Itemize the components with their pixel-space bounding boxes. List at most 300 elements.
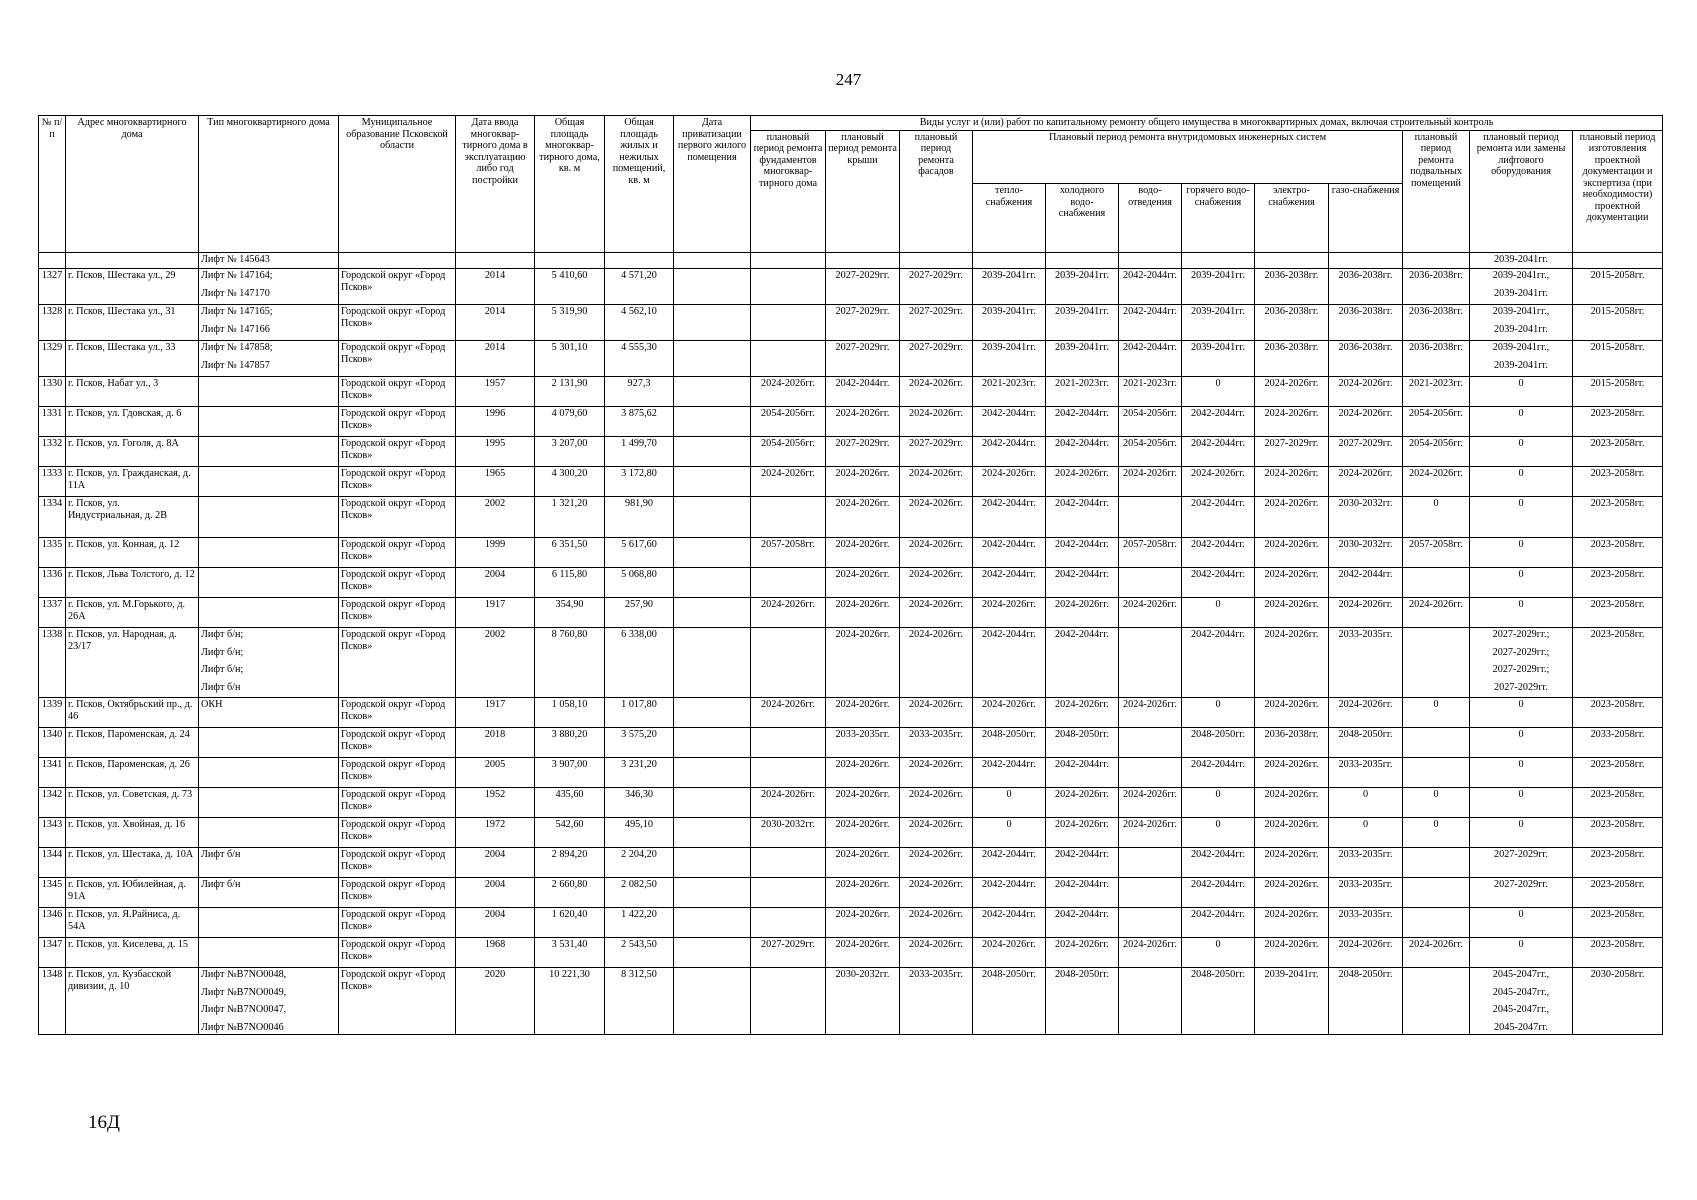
cell-privatization xyxy=(674,848,751,878)
cell-facade: 2024-2026гг. xyxy=(900,788,973,818)
cell-type-line: Лифт №В7NO0048, xyxy=(201,969,287,980)
cell-address: г. Псков, ул. Гоголя, д. 8А xyxy=(66,437,199,467)
cell-year: 2018 xyxy=(456,728,535,758)
cell-project-docs: 2015-2058гг. xyxy=(1573,269,1663,305)
table-row xyxy=(39,788,1663,818)
cell-type-line: Лифт № 147858; xyxy=(201,342,273,353)
header-type: Тип многоквартирного дома xyxy=(199,116,339,253)
cell-foundation xyxy=(751,269,826,305)
cell-cold-water: 2042-2044гг. xyxy=(1046,568,1119,598)
header-municipality: Муниципальное образование Псковской области xyxy=(339,116,456,253)
cell-basement: 0 xyxy=(1403,788,1470,818)
cell-type-line: Лифт №В7NO0049, xyxy=(201,986,287,998)
cell-municipality xyxy=(339,253,456,269)
cell-sewerage: 2021-2023гг. xyxy=(1119,377,1182,407)
cell-total-area: 2 894,20 xyxy=(535,848,605,878)
table-row xyxy=(39,758,1663,788)
cell-elevator xyxy=(1470,341,1573,377)
cell-gas: 2024-2026гг. xyxy=(1329,467,1403,497)
cell-roof: 2027-2029гг. xyxy=(826,437,900,467)
cell-gas: 2042-2044гг. xyxy=(1329,568,1403,598)
cell-address: г. Псков, Льва Толстого, д. 12 xyxy=(66,568,199,598)
header-address: Адрес многоквартирного дома xyxy=(66,116,199,253)
cell-elevator xyxy=(1470,305,1573,341)
cell-roof: 2024-2026гг. xyxy=(826,407,900,437)
table-row xyxy=(39,698,1663,728)
cell-roof: 2024-2026гг. xyxy=(826,758,900,788)
cell-sewerage: 2042-2044гг. xyxy=(1119,341,1182,377)
cell-cold-water: 2042-2044гг. xyxy=(1046,497,1119,538)
cell-type xyxy=(199,598,339,628)
cell-electricity: 2027-2029гг. xyxy=(1255,437,1329,467)
cell-type xyxy=(199,848,339,878)
cell-living-area: 8 312,50 xyxy=(605,968,674,1035)
cell-type-line: Лифт № 147166 xyxy=(201,323,270,335)
cell-heating: 2039-2041гг. xyxy=(973,305,1046,341)
header-heating: тепло-снабжения xyxy=(973,184,1046,253)
cell-foundation: 2054-2056гг. xyxy=(751,437,826,467)
header-elevator: плановый период ремонта или замены лифтового оборудования xyxy=(1470,130,1573,253)
footer-code: 16Д xyxy=(88,1112,120,1133)
cell-gas: 2033-2035гг. xyxy=(1329,878,1403,908)
cell-sewerage xyxy=(1119,628,1182,698)
cell-year: 2005 xyxy=(456,758,535,788)
cell-municipality: Городской округ «Город Псков» xyxy=(339,341,456,377)
cell-basement: 2054-2056гг. xyxy=(1403,437,1470,467)
cell-facade: 2024-2026гг. xyxy=(900,698,973,728)
cell-facade: 2024-2026гг. xyxy=(900,407,973,437)
cell-gas: 2048-2050гг. xyxy=(1329,968,1403,1035)
cell-total-area: 8 760,80 xyxy=(535,628,605,698)
cell-gas: 2024-2026гг. xyxy=(1329,407,1403,437)
cell-heating: 2048-2050гг. xyxy=(973,728,1046,758)
cell-privatization xyxy=(674,938,751,968)
cell-elevator xyxy=(1470,938,1573,968)
cell-foundation: 2054-2056гг. xyxy=(751,407,826,437)
cell-roof: 2024-2026гг. xyxy=(826,848,900,878)
cell-type-line: Лифт б/н xyxy=(201,681,241,693)
cell-type xyxy=(199,968,339,1035)
cell-type xyxy=(199,938,339,968)
header-cold-water: холодного водо-снабжения xyxy=(1046,184,1119,253)
cell-gas: 2036-2038гг. xyxy=(1329,305,1403,341)
cell-living-area: 5 068,80 xyxy=(605,568,674,598)
header-roof: плановый период ремонта крыши xyxy=(826,130,900,253)
cell-privatization xyxy=(674,437,751,467)
cell-municipality: Городской округ «Город Псков» xyxy=(339,788,456,818)
cell-total-area: 4 079,60 xyxy=(535,407,605,437)
cell-total-area: 1 321,20 xyxy=(535,497,605,538)
cell-type-line: Лифт № 147170 xyxy=(201,287,270,299)
cell-municipality: Городской округ «Город Псков» xyxy=(339,467,456,497)
cell-electricity: 2024-2026гг. xyxy=(1255,938,1329,968)
cell-living-area: 6 338,00 xyxy=(605,628,674,698)
cell-project-docs: 2023-2058гг. xyxy=(1573,818,1663,848)
cell-total-area: 5 319,90 xyxy=(535,305,605,341)
cell-hot-water: 0 xyxy=(1182,377,1255,407)
header-total-area: Общая площадь многоквар-тирного дома, кв. м xyxy=(535,116,605,253)
cell-elevator-line: 0 xyxy=(1518,759,1524,770)
cell-roof: 2024-2026гг. xyxy=(826,467,900,497)
cell-elevator-line: 0 xyxy=(1518,468,1524,479)
cell-elevator-line: 2045-2047гг., xyxy=(1492,969,1550,980)
cell-sewerage: 2054-2056гг. xyxy=(1119,407,1182,437)
cell-heating: 2042-2044гг. xyxy=(973,437,1046,467)
cell-basement: 2036-2038гг. xyxy=(1403,305,1470,341)
cell-sewerage: 2057-2058гг. xyxy=(1119,538,1182,568)
cell-elevator xyxy=(1470,407,1573,437)
cell-address: г. Псков, ул. Шестака, д. 10А xyxy=(66,848,199,878)
cell-roof: 2024-2026гг. xyxy=(826,628,900,698)
cell-heating: 2042-2044гг. xyxy=(973,628,1046,698)
cell-gas: 2033-2035гг. xyxy=(1329,848,1403,878)
cell-project-docs: 2023-2058гг. xyxy=(1573,698,1663,728)
cell-municipality: Городской округ «Город Псков» xyxy=(339,437,456,467)
cell-project-docs: 2023-2058гг. xyxy=(1573,908,1663,938)
table-row xyxy=(39,968,1663,1035)
cell-year: 1965 xyxy=(456,467,535,497)
cell-elevator xyxy=(1470,467,1573,497)
header-privatization-date: Дата приватизации первого жилого помещения xyxy=(674,116,751,253)
cell-electricity: 2024-2026гг. xyxy=(1255,758,1329,788)
cell-gas: 2024-2026гг. xyxy=(1329,938,1403,968)
cell-living-area: 3 575,20 xyxy=(605,728,674,758)
header-facade: плановый период ремонта фасадов xyxy=(900,130,973,253)
cell-sewerage xyxy=(1119,878,1182,908)
cell-address: г. Псков, ул. Гражданская, д. 11А xyxy=(66,467,199,497)
cell-elevator-line: 2039-2041гг., xyxy=(1492,270,1550,281)
cell-type-line: Лифт №В7NO0046 xyxy=(201,1021,284,1033)
cell-roof: 2024-2026гг. xyxy=(826,497,900,538)
cell-cold-water: 2042-2044гг. xyxy=(1046,437,1119,467)
cell-basement: 0 xyxy=(1403,818,1470,848)
table-row xyxy=(39,269,1663,305)
cell-elevator-line: 2045-2047гг., xyxy=(1492,986,1550,998)
table-row xyxy=(39,467,1663,497)
cell-roof: 2024-2026гг. xyxy=(826,698,900,728)
cell-electricity: 2036-2038гг. xyxy=(1255,341,1329,377)
cell-year: 1957 xyxy=(456,377,535,407)
cell-elevator-line: 2039-2041гг. xyxy=(1494,359,1548,371)
cell-living-area: 3 172,80 xyxy=(605,467,674,497)
cell-project-docs: 2023-2058гг. xyxy=(1573,407,1663,437)
cell-total-area: 6 351,50 xyxy=(535,538,605,568)
cell-cold-water: 2039-2041гг. xyxy=(1046,305,1119,341)
cell-foundation xyxy=(751,628,826,698)
cell-total-area: 1 058,10 xyxy=(535,698,605,728)
cell-gas: 2027-2029гг. xyxy=(1329,437,1403,467)
cell-hot-water xyxy=(1182,253,1255,269)
cell-roof: 2027-2029гг. xyxy=(826,341,900,377)
cell-elevator xyxy=(1470,818,1573,848)
cell-facade: 2024-2026гг. xyxy=(900,848,973,878)
cell-basement: 2036-2038гг. xyxy=(1403,269,1470,305)
cell-total-area: 354,90 xyxy=(535,598,605,628)
cell-type xyxy=(199,818,339,848)
cell-privatization xyxy=(674,407,751,437)
cell-hot-water: 0 xyxy=(1182,698,1255,728)
cell-roof xyxy=(826,253,900,269)
cell-sewerage xyxy=(1119,908,1182,938)
cell-elevator-line: 2039-2041гг. xyxy=(1494,254,1548,265)
cell-privatization xyxy=(674,377,751,407)
cell-year: 2014 xyxy=(456,269,535,305)
cell-project-docs: 2023-2058гг. xyxy=(1573,568,1663,598)
cell-cold-water: 2042-2044гг. xyxy=(1046,758,1119,788)
cell-living-area: 1 017,80 xyxy=(605,698,674,728)
cell-elevator-line: 2039-2041гг. xyxy=(1494,287,1548,299)
cell-project-docs: 2033-2058гг. xyxy=(1573,728,1663,758)
cell-elevator xyxy=(1470,878,1573,908)
cell-total-area: 3 207,00 xyxy=(535,437,605,467)
header-living-area: Общая площадь жилых и нежилых помещений, кв. м xyxy=(605,116,674,253)
cell-roof: 2024-2026гг. xyxy=(826,938,900,968)
cell-gas: 2048-2050гг. xyxy=(1329,728,1403,758)
cell-privatization xyxy=(674,598,751,628)
cell-num: 1342 xyxy=(39,788,66,818)
cell-cold-water: 2024-2026гг. xyxy=(1046,938,1119,968)
cell-living-area: 2 543,50 xyxy=(605,938,674,968)
cell-sewerage: 2054-2056гг. xyxy=(1119,437,1182,467)
cell-foundation: 2030-2032гг. xyxy=(751,818,826,848)
cell-foundation xyxy=(751,497,826,538)
cell-foundation: 2024-2026гг. xyxy=(751,377,826,407)
cell-heating: 2024-2026гг. xyxy=(973,698,1046,728)
cell-foundation xyxy=(751,848,826,878)
cell-hot-water: 2042-2044гг. xyxy=(1182,878,1255,908)
cell-sewerage: 2024-2026гг. xyxy=(1119,698,1182,728)
cell-year: 2020 xyxy=(456,968,535,1035)
cell-project-docs: 2023-2058гг. xyxy=(1573,878,1663,908)
cell-heating: 2042-2044гг. xyxy=(973,568,1046,598)
cell-municipality: Городской округ «Город Псков» xyxy=(339,305,456,341)
cell-electricity: 2036-2038гг. xyxy=(1255,728,1329,758)
cell-municipality: Городской округ «Город Псков» xyxy=(339,628,456,698)
cell-year: 2014 xyxy=(456,305,535,341)
cell-privatization xyxy=(674,968,751,1035)
cell-sewerage: 2024-2026гг. xyxy=(1119,818,1182,848)
cell-address: г. Псков, Октябрьский пр., д. 46 xyxy=(66,698,199,728)
cell-living-area: 2 204,20 xyxy=(605,848,674,878)
cell-num: 1331 xyxy=(39,407,66,437)
cell-sewerage xyxy=(1119,758,1182,788)
cell-hot-water: 2048-2050гг. xyxy=(1182,728,1255,758)
cell-num: 1341 xyxy=(39,758,66,788)
cell-facade: 2027-2029гг. xyxy=(900,437,973,467)
cell-type xyxy=(199,628,339,698)
cell-electricity: 2024-2026гг. xyxy=(1255,788,1329,818)
cell-elevator-line: 2045-2047гг., xyxy=(1492,1004,1550,1015)
cell-facade: 2024-2026гг. xyxy=(900,538,973,568)
cell-facade: 2024-2026гг. xyxy=(900,818,973,848)
header-engineering-group: Плановый период ремонта внутридомовых инженерных систем xyxy=(973,130,1403,184)
cell-facade: 2024-2026гг. xyxy=(900,908,973,938)
table-row xyxy=(39,908,1663,938)
cell-elevator-line: 2039-2041гг., xyxy=(1492,306,1550,317)
cell-year: 1995 xyxy=(456,437,535,467)
cell-facade: 2024-2026гг. xyxy=(900,467,973,497)
cell-heating: 2039-2041гг. xyxy=(973,269,1046,305)
cell-address: г. Псков, ул. Народная, д. 23/17 xyxy=(66,628,199,698)
cell-municipality: Городской округ «Город Псков» xyxy=(339,938,456,968)
cell-roof: 2027-2029гг. xyxy=(826,269,900,305)
header-gas: газо-снабжения xyxy=(1329,184,1403,253)
cell-hot-water: 2042-2044гг. xyxy=(1182,758,1255,788)
cell-facade: 2024-2026гг. xyxy=(900,628,973,698)
cell-hot-water: 2042-2044гг. xyxy=(1182,437,1255,467)
cell-cold-water: 2024-2026гг. xyxy=(1046,598,1119,628)
table-row xyxy=(39,253,1663,269)
cell-elevator xyxy=(1470,628,1573,698)
cell-project-docs: 2015-2058гг. xyxy=(1573,341,1663,377)
header-project-docs: плановый период изготовления проектной документации и экспертиза (при необходимости) проектной документации xyxy=(1573,130,1663,253)
cell-municipality: Городской округ «Город Псков» xyxy=(339,269,456,305)
cell-year: 2004 xyxy=(456,848,535,878)
cell-hot-water: 2042-2044гг. xyxy=(1182,497,1255,538)
cell-year: 1968 xyxy=(456,938,535,968)
cell-cold-water: 2042-2044гг. xyxy=(1046,407,1119,437)
cell-municipality: Городской округ «Город Псков» xyxy=(339,568,456,598)
cell-elevator-line: 0 xyxy=(1518,539,1524,550)
cell-cold-water: 2024-2026гг. xyxy=(1046,788,1119,818)
cell-address: г. Псков, ул. Я.Райниса, д. 54А xyxy=(66,908,199,938)
cell-type xyxy=(199,908,339,938)
cell-cold-water: 2024-2026гг. xyxy=(1046,467,1119,497)
cell-hot-water: 2039-2041гг. xyxy=(1182,269,1255,305)
cell-type-line: ОКН xyxy=(201,699,223,710)
cell-sewerage xyxy=(1119,728,1182,758)
cell-total-area: 3 531,40 xyxy=(535,938,605,968)
cell-facade: 2033-2035гг. xyxy=(900,728,973,758)
cell-foundation xyxy=(751,305,826,341)
cell-living-area: 1 422,20 xyxy=(605,908,674,938)
cell-municipality: Городской округ «Город Псков» xyxy=(339,538,456,568)
cell-type xyxy=(199,538,339,568)
cell-basement: 0 xyxy=(1403,497,1470,538)
cell-address: г. Псков, ул. Киселева, д. 15 xyxy=(66,938,199,968)
cell-num: 1343 xyxy=(39,818,66,848)
cell-roof: 2024-2026гг. xyxy=(826,908,900,938)
cell-elevator-line: 2045-2047гг. xyxy=(1494,1021,1548,1033)
cell-num: 1344 xyxy=(39,848,66,878)
cell-address: г. Псков, Шестака ул., 31 xyxy=(66,305,199,341)
cell-year: 1952 xyxy=(456,788,535,818)
table-row xyxy=(39,407,1663,437)
cell-roof: 2024-2026гг. xyxy=(826,538,900,568)
cell-sewerage: 2024-2026гг. xyxy=(1119,788,1182,818)
cell-total-area: 5 301,10 xyxy=(535,341,605,377)
cell-project-docs: 2023-2058гг. xyxy=(1573,538,1663,568)
cell-sewerage xyxy=(1119,568,1182,598)
cell-living-area: 3 875,62 xyxy=(605,407,674,437)
cell-electricity: 2024-2026гг. xyxy=(1255,908,1329,938)
cell-electricity: 2024-2026гг. xyxy=(1255,818,1329,848)
cell-elevator xyxy=(1470,497,1573,538)
cell-address: г. Псков, Шестака ул., 33 xyxy=(66,341,199,377)
cell-num: 1336 xyxy=(39,568,66,598)
cell-cold-water: 2042-2044гг. xyxy=(1046,848,1119,878)
cell-address: г. Псков, ул. Гдовская, д. 6 xyxy=(66,407,199,437)
cell-municipality: Городской округ «Город Псков» xyxy=(339,758,456,788)
cell-type xyxy=(199,437,339,467)
cell-num: 1339 xyxy=(39,698,66,728)
cell-elevator-line: 2027-2029гг. xyxy=(1494,849,1548,860)
cell-elevator-line: 2027-2029гг.; xyxy=(1492,664,1550,675)
page-number: 247 xyxy=(835,70,862,89)
cell-hot-water: 0 xyxy=(1182,938,1255,968)
cell-foundation xyxy=(751,253,826,269)
cell-heating: 2042-2044гг. xyxy=(973,497,1046,538)
cell-sewerage: 2024-2026гг. xyxy=(1119,598,1182,628)
header-commission-date: Дата ввода многоквар-тирного дома в эксплуатацию либо год постройки xyxy=(456,116,535,253)
cell-privatization xyxy=(674,341,751,377)
cell-basement: 2057-2058гг. xyxy=(1403,538,1470,568)
cell-facade: 2027-2029гг. xyxy=(900,341,973,377)
cell-total-area: 2 131,90 xyxy=(535,377,605,407)
cell-heating: 2042-2044гг. xyxy=(973,848,1046,878)
cell-gas: 2033-2035гг. xyxy=(1329,908,1403,938)
cell-heating: 2024-2026гг. xyxy=(973,598,1046,628)
cell-elevator-line: 0 xyxy=(1518,909,1524,920)
cell-gas: 2036-2038гг. xyxy=(1329,341,1403,377)
cell-facade: 2024-2026гг. xyxy=(900,598,973,628)
header-num: № п/п xyxy=(39,116,66,253)
cell-hot-water: 2042-2044гг. xyxy=(1182,848,1255,878)
cell-project-docs: 2030-2058гг. xyxy=(1573,968,1663,1035)
cell-heating: 2042-2044гг. xyxy=(973,538,1046,568)
cell-cold-water: 2042-2044гг. xyxy=(1046,908,1119,938)
cell-foundation xyxy=(751,728,826,758)
cell-foundation: 2027-2029гг. xyxy=(751,938,826,968)
cell-project-docs: 2015-2058гг. xyxy=(1573,305,1663,341)
cell-foundation xyxy=(751,341,826,377)
cell-gas: 0 xyxy=(1329,788,1403,818)
table-row xyxy=(39,938,1663,968)
cell-cold-water: 2024-2026гг. xyxy=(1046,698,1119,728)
cell-address: г. Псков, ул. Кузбасской дивизии, д. 10 xyxy=(66,968,199,1035)
cell-electricity: 2024-2026гг. xyxy=(1255,407,1329,437)
cell-gas: 2030-2032гг. xyxy=(1329,538,1403,568)
cell-type xyxy=(199,497,339,538)
cell-address: г. Псков, ул. Советская, д. 73 xyxy=(66,788,199,818)
cell-sewerage: 2024-2026гг. xyxy=(1119,938,1182,968)
cell-electricity: 2024-2026гг. xyxy=(1255,598,1329,628)
cell-electricity: 2024-2026гг. xyxy=(1255,377,1329,407)
cell-electricity: 2036-2038гг. xyxy=(1255,269,1329,305)
table-body xyxy=(39,253,1663,1035)
cell-type xyxy=(199,341,339,377)
cell-heating: 2042-2044гг. xyxy=(973,758,1046,788)
cell-elevator xyxy=(1470,848,1573,878)
cell-living-area: 4 562,10 xyxy=(605,305,674,341)
cell-roof: 2024-2026гг. xyxy=(826,788,900,818)
cell-address: г. Псков, ул. Индустриальная, д. 2В xyxy=(66,497,199,538)
cell-electricity: 2039-2041гг. xyxy=(1255,968,1329,1035)
cell-total-area: 3 880,20 xyxy=(535,728,605,758)
cell-heating: 0 xyxy=(973,818,1046,848)
cell-sewerage xyxy=(1119,968,1182,1035)
cell-municipality: Городской округ «Город Псков» xyxy=(339,598,456,628)
cell-basement: 0 xyxy=(1403,698,1470,728)
cell-hot-water: 2048-2050гг. xyxy=(1182,968,1255,1035)
table-row xyxy=(39,568,1663,598)
cell-electricity: 2024-2026гг. xyxy=(1255,467,1329,497)
cell-basement xyxy=(1403,568,1470,598)
cell-type xyxy=(199,728,339,758)
cell-type-line: Лифт № 147165; xyxy=(201,306,273,317)
cell-cold-water: 2021-2023гг. xyxy=(1046,377,1119,407)
cell-project-docs: 2023-2058гг. xyxy=(1573,497,1663,538)
